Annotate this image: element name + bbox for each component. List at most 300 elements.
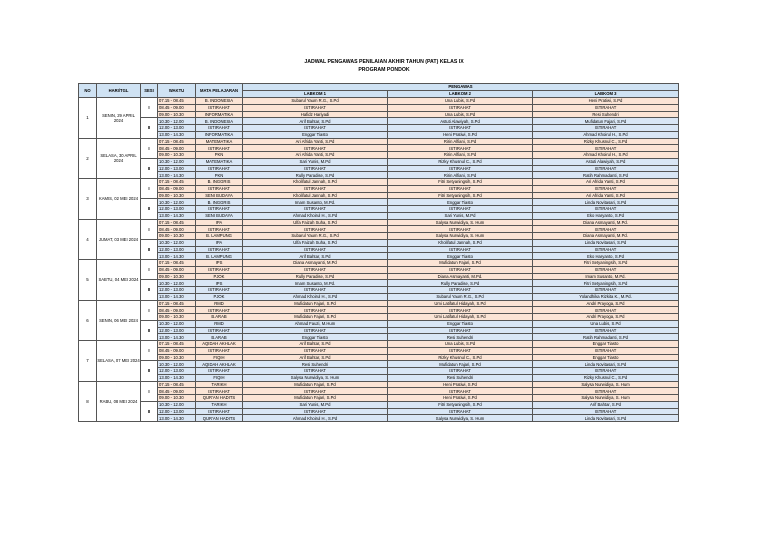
time-cell: 12.00 - 13.00	[158, 327, 196, 334]
table-row	[79, 145, 679, 152]
lab3-cell: Eko Haryanto, S.Pd	[533, 253, 679, 260]
time-cell: 13.00 - 14.30	[158, 374, 196, 381]
subject-cell: B. LAMPUNG	[196, 233, 243, 240]
lab3-cell: ISTIRAHAT	[533, 206, 679, 213]
lab2-cell: Salysa Nurwidiya, S. Hum	[388, 233, 533, 240]
lab2-cell: ISTIRAHAT	[388, 226, 533, 233]
time-cell: 13.00 - 14.30	[158, 293, 196, 300]
table-row	[79, 131, 679, 138]
lab2-cell: Umi Latifatul Hidayah, S.Pd	[388, 314, 533, 321]
time-cell: 07.15 - 08.45	[158, 98, 196, 105]
table-row	[79, 334, 679, 341]
subject-cell: IPS	[196, 260, 243, 267]
lab2-cell: Heni Pratiwi, S.Pd	[388, 381, 533, 388]
subject-cell: ISTIRAHAT	[196, 246, 243, 253]
session-label: II	[141, 158, 158, 178]
lab1-cell: Arif Bahtar, S.Pd	[243, 341, 388, 348]
lab1-cell: Rully Paradise, S.Pd	[243, 273, 388, 280]
lab1-cell: Diana Asmayanti, M.Pd	[243, 260, 388, 267]
lab1-cell: Ari Afrida Yanti, S.Pd	[243, 138, 388, 145]
lab2-cell: Enggar Tiasto	[388, 320, 533, 327]
lab3-cell: ISTIRAHAT	[533, 388, 679, 395]
time-cell: 12.00 - 13.00	[158, 125, 196, 132]
lab1-cell: Subarul Yaum R.G., S.Pd	[243, 98, 388, 105]
time-cell: 08.45 - 09.00	[158, 145, 196, 152]
table-row	[79, 361, 679, 368]
lab2-cell: Ririn Alfiani, S.Pd	[388, 152, 533, 159]
lab1-cell: Resi Suhendri	[243, 361, 388, 368]
lab3-cell: Astuti Alawiyah, S.Pd	[533, 158, 679, 165]
time-cell: 12.00 - 13.00	[158, 165, 196, 172]
lab2-cell: Enggar Tiasto	[388, 199, 533, 206]
time-cell: 09.00 - 10.30	[158, 111, 196, 118]
subject-cell: PJOK	[196, 293, 243, 300]
lab2-cell: ISTIRAHAT	[388, 206, 533, 213]
table-row	[79, 219, 679, 226]
table-row	[79, 314, 679, 321]
lab3-cell: Ahmad Khoirul H., S.Pd	[533, 131, 679, 138]
lab1-cell: Sari Yunis, M.Pd	[243, 158, 388, 165]
day-number: 1	[79, 98, 97, 139]
lab1-cell: Subarul Yaum R.G., S.Pd	[243, 233, 388, 240]
lab2-cell: ISTIRAHAT	[388, 165, 533, 172]
subject-cell: AQIDAH AKHLAK	[196, 341, 243, 348]
lab2-cell: Rully Paradise, S.Pd	[388, 280, 533, 287]
day-number: 8	[79, 381, 97, 422]
day-number: 3	[79, 179, 97, 220]
lab1-cell: Mufidatun Fajari, S.Pd	[243, 381, 388, 388]
table-row	[79, 233, 679, 240]
subject-cell: B. INDONESIA	[196, 118, 243, 125]
lab2-cell: Salysa Nurwidiya, S. Hum	[388, 219, 533, 226]
lab3-cell: ISTIRAHAT	[533, 125, 679, 132]
table-row	[79, 347, 679, 354]
lab1-cell: ISTIRAHAT	[243, 307, 388, 314]
lab3-cell: Linda Novitasari, S.Pd	[533, 239, 679, 246]
table-row	[79, 395, 679, 402]
lab2-cell: Una Lubis, S.Pd	[388, 98, 533, 105]
table-row	[79, 415, 679, 422]
header-sesi: SESI	[141, 84, 158, 98]
lab1-cell: Ulfa Faizah Suha, S.Pd	[243, 219, 388, 226]
subject-cell: IPA	[196, 219, 243, 226]
time-cell: 09.00 - 10.30	[158, 273, 196, 280]
subject-cell: ISTIRAHAT	[196, 327, 243, 334]
time-cell: 10.30 - 12.00	[158, 239, 196, 246]
session-label: II	[141, 401, 158, 421]
lab3-cell: Fitri Setyaningsih, S.Pd	[533, 260, 679, 267]
table-row	[79, 320, 679, 327]
lab2-cell: ISTIRAHAT	[388, 125, 533, 132]
subject-cell: B. LAMPUNG	[196, 253, 243, 260]
time-cell: 13.00 - 14.30	[158, 172, 196, 179]
lab1-cell: ISTIRAHAT	[243, 287, 388, 294]
subject-cell: FIQIH	[196, 374, 243, 381]
lab3-cell: Ratih Rahmadanti, S.Pd	[533, 334, 679, 341]
lab2-cell: Subarul Yaum R.G., S.Pd	[388, 293, 533, 300]
lab2-cell: ISTIRAHAT	[388, 246, 533, 253]
time-cell: 12.00 - 13.00	[158, 368, 196, 375]
time-cell: 13.00 - 14.30	[158, 131, 196, 138]
lab2-cell: Heni Pratiwi, S.Pd	[388, 131, 533, 138]
day-number: 2	[79, 138, 97, 179]
time-cell: 10.30 - 12.00	[158, 199, 196, 206]
lab1-cell: ISTIRAHAT	[243, 408, 388, 415]
time-cell: 07.15 - 08.45	[158, 260, 196, 267]
lab1-cell: Ari Afrida Yanti, S.Pd	[243, 152, 388, 159]
header-subject: MATA PELAJARAN	[196, 84, 243, 98]
lab3-cell: Salysa Nurwidiya, S. Hum	[533, 381, 679, 388]
lab3-cell: Salysa Nurwidiya, S. Hum	[533, 395, 679, 402]
time-cell: 12.00 - 13.00	[158, 206, 196, 213]
lab3-cell: Linda Novitasari, S.Pd	[533, 415, 679, 422]
session-label: I	[141, 341, 158, 361]
table-row	[79, 381, 679, 388]
subject-cell: ISTIRAHAT	[196, 266, 243, 273]
lab1-cell: Arif Bahtar, S.Pd	[243, 354, 388, 361]
lab2-cell: Fitri Setyaningsih, S.Pd	[388, 179, 533, 186]
table-row	[79, 226, 679, 233]
session-label: I	[141, 300, 158, 320]
day-date: SELASA, 30 APRIL 2024	[97, 138, 141, 179]
lab1-cell: Kholifatul Jannah, S.Pd	[243, 179, 388, 186]
header-lab2: LABKOM 2	[388, 91, 533, 98]
lab1-cell: Ulfa Faizah Suha, S.Pd	[243, 239, 388, 246]
table-row	[79, 185, 679, 192]
time-cell: 08.45 - 09.00	[158, 185, 196, 192]
table-row	[79, 111, 679, 118]
time-cell: 13.00 - 14.30	[158, 415, 196, 422]
time-cell: 07.15 - 08.45	[158, 219, 196, 226]
lab2-cell: Sari Yunis, M.Pd	[388, 212, 533, 219]
session-label: II	[141, 361, 158, 381]
lab3-cell: Ahmad Khoirul H., S.Pd	[533, 152, 679, 159]
table-row	[79, 300, 679, 307]
table-row	[79, 374, 679, 381]
lab3-cell: Resi Suhendri	[533, 111, 679, 118]
lab1-cell: Enggar Tiasto	[243, 131, 388, 138]
subject-cell: ISTIRAHAT	[196, 307, 243, 314]
lab1-cell: ISTIRAHAT	[243, 226, 388, 233]
lab1-cell: ISTIRAHAT	[243, 104, 388, 111]
schedule-table	[78, 83, 679, 422]
subject-cell: B. INGGRIS	[196, 179, 243, 186]
lab1-cell: Hafidz Hariyadi	[243, 111, 388, 118]
table-row	[79, 179, 679, 186]
lab1-cell: ISTIRAHAT	[243, 246, 388, 253]
header-no: NO	[79, 84, 97, 98]
subject-cell: IPA	[196, 239, 243, 246]
subject-cell: AQIDAH AKHLAK	[196, 361, 243, 368]
table-row	[79, 307, 679, 314]
subject-cell: B. INDONESIA	[196, 98, 243, 105]
table-row	[79, 266, 679, 273]
lab2-cell: Astuti Alawiyah, S.Pd	[388, 118, 533, 125]
lab3-cell: Ratih Rahmadanti, S.Pd	[533, 172, 679, 179]
time-cell: 10.30 - 12.00	[158, 361, 196, 368]
day-date: JUMAT, 03 MEI 2024	[97, 219, 141, 260]
lab2-cell: ISTIRAHAT	[388, 368, 533, 375]
lab3-cell: Imam Susanto, M.Pd.	[533, 273, 679, 280]
subject-cell: FIQIH	[196, 354, 243, 361]
lab1-cell: ISTIRAHAT	[243, 347, 388, 354]
session-label: I	[141, 260, 158, 280]
subject-cell: PKN	[196, 172, 243, 179]
lab2-cell: Rizky Khusnul C., S.Pd	[388, 158, 533, 165]
lab3-cell: Eko Haryanto, S.Pd	[533, 212, 679, 219]
lab3-cell: ISTIRAHAT	[533, 165, 679, 172]
session-label: I	[141, 98, 158, 118]
lab2-cell: Rizky Khusnul C., S.Pd	[388, 354, 533, 361]
table-row	[79, 246, 679, 253]
subject-cell: ISTIRAHAT	[196, 125, 243, 132]
lab3-cell: Linda Novitasari, S.Pd	[533, 361, 679, 368]
time-cell: 07.15 - 08.45	[158, 341, 196, 348]
session-label: II	[141, 320, 158, 340]
subject-cell: ISTIRAHAT	[196, 347, 243, 354]
time-cell: 09.00 - 10.30	[158, 395, 196, 402]
lab3-cell: Andri Prayoga, S.Pd	[533, 300, 679, 307]
lab3-cell: ISTIRAHAT	[533, 185, 679, 192]
lab2-cell: ISTIRAHAT	[388, 104, 533, 111]
lab1-cell: Ahmad Khoirul H., S.Pd	[243, 293, 388, 300]
table-row	[79, 206, 679, 213]
session-label: I	[141, 179, 158, 199]
day-date: SELASA, 07 MEI 2024	[97, 341, 141, 382]
lab1-cell: Ahmad Khoirul H., S.Pd	[243, 212, 388, 219]
table-row	[79, 192, 679, 199]
lab2-cell: Umi Latifatul Hidayah, S.Pd	[388, 300, 533, 307]
lab1-cell: Salysa Nurwidiya, S. Hum	[243, 374, 388, 381]
lab2-cell: Mufidatun Fajari, S.Pd	[388, 361, 533, 368]
lab3-cell: Fitri Setyaningsih, S.Pd	[533, 280, 679, 287]
table-row	[79, 152, 679, 159]
time-cell: 07.15 - 08.45	[158, 381, 196, 388]
schedule-title: JADWAL PENGAWAS PENILAIAN AKHIR TAHUN (PAT) KELAS IX	[304, 59, 464, 65]
lab3-cell: Arif Bahtar, S.Pd	[533, 401, 679, 408]
table-row	[79, 327, 679, 334]
lab2-cell: ISTIRAHAT	[388, 287, 533, 294]
table-row	[79, 401, 679, 408]
lab3-cell: Heni Pratiwi, S.Pd	[533, 98, 679, 105]
lab2-cell: ISTIRAHAT	[388, 388, 533, 395]
table-row	[79, 138, 679, 145]
time-cell: 08.45 - 09.00	[158, 347, 196, 354]
lab3-cell: ISTIRAHAT	[533, 246, 679, 253]
lab3-cell: Diana Asmayanti, M.Pd.	[533, 219, 679, 226]
subject-cell: MATEMATIKA	[196, 138, 243, 145]
lab3-cell: ISTIRAHAT	[533, 408, 679, 415]
lab1-cell: Sari Yunis, M.Pd	[243, 401, 388, 408]
lab2-cell: ISTIRAHAT	[388, 307, 533, 314]
day-date: SABTU, 04 MEI 2024	[97, 260, 141, 301]
subject-cell: TARIKH	[196, 401, 243, 408]
table-row	[79, 408, 679, 415]
header-pengawas: PENGAWAS	[243, 84, 679, 91]
subject-cell: IPS	[196, 280, 243, 287]
time-cell: 10.30 - 12.00	[158, 158, 196, 165]
time-cell: 10.30 - 12.00	[158, 280, 196, 287]
table-row	[79, 125, 679, 132]
lab1-cell: Ahmad Khoirul H., S.Pd	[243, 415, 388, 422]
lab1-cell: Imam Susanto, M.Pd.	[243, 199, 388, 206]
lab1-cell: ISTIRAHAT	[243, 165, 388, 172]
lab2-cell: Ririn Alfiani, S.Pd	[388, 172, 533, 179]
time-cell: 10.30 - 12.00	[158, 118, 196, 125]
lab2-cell: ISTIRAHAT	[388, 347, 533, 354]
time-cell: 09.00 - 10.30	[158, 192, 196, 199]
table-row	[79, 98, 679, 105]
day-date: SENIN, 29 APRIL 2024	[97, 98, 141, 139]
header-lab1: LABKOM 1	[243, 91, 388, 98]
lab3-cell: Andri Prayoga, S.Pd	[533, 314, 679, 321]
lab3-cell: Ari Afrida Yanti, S.Pd	[533, 192, 679, 199]
lab1-cell: Arif Bahtar, S.Pd	[243, 118, 388, 125]
subject-cell: ISTIRAHAT	[196, 226, 243, 233]
lab3-cell: Enggar Tiasto	[533, 354, 679, 361]
subject-cell: SENI BUDAYA	[196, 212, 243, 219]
table-row	[79, 293, 679, 300]
subject-cell: SENI BUDAYA	[196, 192, 243, 199]
subject-cell: RMD	[196, 320, 243, 327]
lab1-cell: ISTIRAHAT	[243, 185, 388, 192]
subject-cell: ISTIRAHAT	[196, 165, 243, 172]
lab3-cell: Ari Afrida Yanti, S.Pd	[533, 179, 679, 186]
table-row	[79, 388, 679, 395]
time-cell: 09.00 - 10.30	[158, 233, 196, 240]
lab2-cell: Diana Asmayanti, M.Pd.	[388, 273, 533, 280]
table-row	[79, 368, 679, 375]
lab3-cell: Linda Novitasari, S.Pd	[533, 199, 679, 206]
lab3-cell: ISTIRAHAT	[533, 327, 679, 334]
lab2-cell: Kholifatul Jannah, S.Pd	[388, 239, 533, 246]
lab2-cell: Salysa Nurwidiya, S. Hum	[388, 415, 533, 422]
lab3-cell: ISTIRAHAT	[533, 287, 679, 294]
lab1-cell: ISTIRAHAT	[243, 206, 388, 213]
day-date: KAMIS, 02 MEI 2024	[97, 179, 141, 220]
subject-cell: ISTIRAHAT	[196, 145, 243, 152]
subject-cell: PKN	[196, 152, 243, 159]
table-row	[79, 199, 679, 206]
subject-cell: PJOK	[196, 273, 243, 280]
day-number: 5	[79, 260, 97, 301]
subject-cell: QUR'AN HADITS	[196, 415, 243, 422]
schedule-subtitle: PROGRAM PONDOK	[358, 67, 410, 73]
lab1-cell: Mufidatun Fajari, S.Pd	[243, 314, 388, 321]
time-cell: 12.00 - 13.00	[158, 246, 196, 253]
lab2-cell: Una Lubis, S.Pd	[388, 341, 533, 348]
lab2-cell: Fitri Setyaningsih, S.Pd	[388, 401, 533, 408]
subject-cell: B. INGGRIS	[196, 199, 243, 206]
table-row	[79, 341, 679, 348]
table-row	[79, 212, 679, 219]
table-row	[79, 239, 679, 246]
lab3-cell: ISTIRAHAT	[533, 266, 679, 273]
lab2-cell: Heni Pratiwi, S.Pd	[388, 395, 533, 402]
lab1-cell: Rully Paradise, S.Pd	[243, 172, 388, 179]
subject-cell: ISTIRAHAT	[196, 388, 243, 395]
lab3-cell: Rizky Khusnul C., S.Pd	[533, 374, 679, 381]
session-label: II	[141, 118, 158, 138]
lab1-cell: ISTIRAHAT	[243, 145, 388, 152]
session-label: II	[141, 280, 158, 300]
time-cell: 08.45 - 09.00	[158, 388, 196, 395]
lab3-cell: ISTIRAHAT	[533, 307, 679, 314]
day-date: RABU, 08 MEI 2024	[97, 381, 141, 422]
lab1-cell: Mufidatun Fajari, S.Pd	[243, 300, 388, 307]
time-cell: 08.45 - 09.00	[158, 104, 196, 111]
lab2-cell: ISTIRAHAT	[388, 408, 533, 415]
lab3-cell: ISTIRAHAT	[533, 104, 679, 111]
time-cell: 09.00 - 10.30	[158, 354, 196, 361]
time-cell: 10.30 - 12.00	[158, 320, 196, 327]
lab3-cell: Rizky Khusnul C., S.Pd	[533, 138, 679, 145]
schedule-body	[79, 98, 679, 422]
lab2-cell: Enggar Tiasto	[388, 253, 533, 260]
table-row	[79, 172, 679, 179]
lab1-cell: Kholifatul Jannah, S.Pd	[243, 192, 388, 199]
lab1-cell: Imam Susanto, M.Pd.	[243, 280, 388, 287]
subject-cell: INFORMATIKA	[196, 131, 243, 138]
lab2-cell: Resi Suhendri	[388, 334, 533, 341]
table-row	[79, 260, 679, 267]
lab2-cell: Fitri Setyaningsih, S.Pd	[388, 192, 533, 199]
table-row	[79, 287, 679, 294]
table-row	[79, 273, 679, 280]
lab1-cell: Arif Bahtar, S.Pd	[243, 253, 388, 260]
session-label: I	[141, 138, 158, 158]
lab3-cell: ISTIRAHAT	[533, 347, 679, 354]
lab3-cell: Enggar Tiasto	[533, 341, 679, 348]
day-number: 6	[79, 300, 97, 341]
lab3-cell: Diana Asmayanti, M.Pd.	[533, 233, 679, 240]
lab2-cell: ISTIRAHAT	[388, 327, 533, 334]
subject-cell: ISTIRAHAT	[196, 408, 243, 415]
time-cell: 08.45 - 09.00	[158, 307, 196, 314]
time-cell: 10.30 - 12.00	[158, 401, 196, 408]
time-cell: 12.00 - 13.00	[158, 287, 196, 294]
lab3-cell: ISTIRAHAT	[533, 145, 679, 152]
lab3-cell: Una Lubis, S.Pd	[533, 320, 679, 327]
header-time: WAKTU	[158, 84, 196, 98]
time-cell: 08.45 - 09.00	[158, 266, 196, 273]
lab3-cell: Mufidatun Fajari, S.Pd	[533, 118, 679, 125]
lab1-cell: ISTIRAHAT	[243, 368, 388, 375]
lab3-cell: ISTIRAHAT	[533, 368, 679, 375]
session-label: II	[141, 239, 158, 259]
lab1-cell: ISTIRAHAT	[243, 266, 388, 273]
lab1-cell: Mufidatun Fajari, S.Pd	[243, 395, 388, 402]
session-label: I	[141, 219, 158, 239]
lab2-cell: Una Lubis, S.Pd	[388, 111, 533, 118]
table-row	[79, 118, 679, 125]
subject-cell: ISTIRAHAT	[196, 104, 243, 111]
table-row	[79, 165, 679, 172]
lab2-cell: Mufidatun Fajari, S.Pd	[388, 260, 533, 267]
subject-cell: TARIKH	[196, 381, 243, 388]
day-number: 4	[79, 219, 97, 260]
time-cell: 13.00 - 14.30	[158, 212, 196, 219]
lab1-cell: Ahmad Fauzi, M.Hum	[243, 320, 388, 327]
header-lab3: LABKOM 3	[533, 91, 679, 98]
lab1-cell: ISTIRAHAT	[243, 327, 388, 334]
lab2-cell: Ririn Alfiani, S.Pd	[388, 138, 533, 145]
lab3-cell: Yolandhika Rizkita K., M.Pd.	[533, 293, 679, 300]
time-cell: 07.15 - 08.45	[158, 138, 196, 145]
day-number: 7	[79, 341, 97, 382]
time-cell: 09.00 - 10.30	[158, 152, 196, 159]
table-row	[79, 104, 679, 111]
